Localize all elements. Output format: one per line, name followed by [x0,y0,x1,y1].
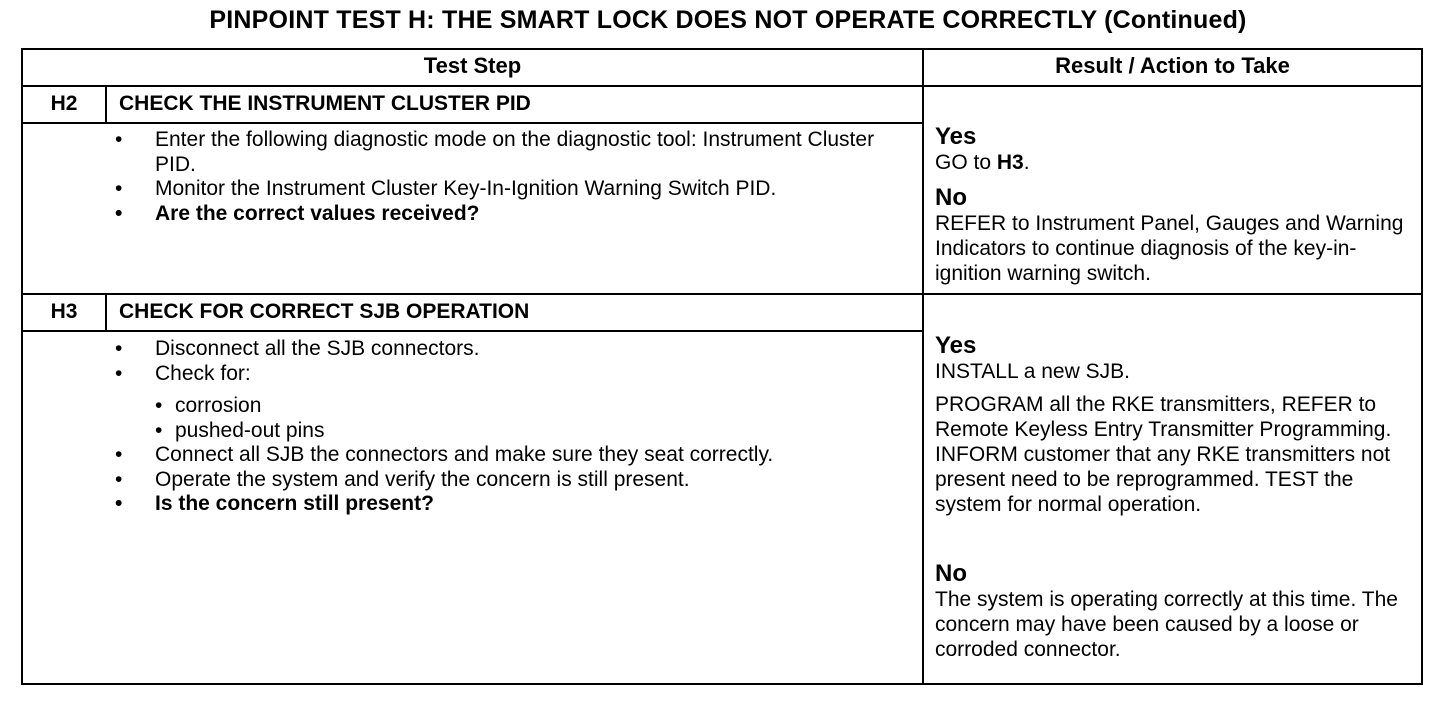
h3-id-divider [105,295,107,332]
h2-step-title: CHECK THE INSTRUMENT CLUSTER PID [119,92,531,115]
h3-bullet-1: • Disconnect all the SJB connectors. [115,337,875,362]
h3-yes-label: Yes [935,332,977,359]
h3-sub-bullet-1: • corrosion [155,394,875,419]
h2-bullet-1: • Enter the following diagnostic mode on the diagnostic tool: Instrument Cluster PID. [115,128,875,177]
column-divider [922,50,924,683]
h2-yes-link: H3 [996,151,1024,174]
pinpoint-test-table [21,48,1423,685]
page-title: PINPOINT TEST H: THE SMART LOCK DOES NOT OPERATE CORRECTLY (Continued) [209,6,1247,34]
h2-h3-divider [23,293,1421,295]
h3-steps [115,337,875,517]
h2-id-divider [105,87,107,123]
h3-no-action: The system is operating correctly at this time. The concern may have been caused by a loose or corroded connector. [935,588,1398,661]
h2-yes-suffix: . [1023,151,1030,174]
h2-yes-action [935,150,1415,175]
h2-bullet-3: • Are the correct values received? [115,202,875,227]
h2-steps [115,128,875,226]
h2-title-divider [23,122,922,124]
h3-step-id: H3 [50,300,78,323]
header-test-step: Test Step [423,53,522,78]
header-result-action: Result / Action to Take [1055,53,1290,78]
h3-results [935,333,1417,662]
h3-bullet-2: • Check for: [115,362,875,387]
h3-sub-bullet-2: • pushed-out pins [155,419,875,444]
h3-bullet-5: • Is the concern still present? [115,492,875,517]
h3-yes-action-1: INSTALL a new SJB. [935,360,1130,383]
header-divider [23,85,1421,87]
h3-bullet-4: • Operate the system and verify the concern is still present. [115,468,875,493]
h3-yes-action-2: PROGRAM all the RKE transmitters, REFER to Remote Keyless Entry Transmitter Programming. INFORM customer that any RKE transmitters not present need to be reprogrammed. TEST the system for normal operation. [935,393,1392,516]
h3-step-title: CHECK FOR CORRECT SJB OPERATION [119,300,530,323]
h3-no-label: No [935,560,967,587]
h2-bullet-2: • Monitor the Instrument Cluster Key-In-Ignition Warning Switch PID. [115,177,875,202]
h3-bullet-3: • Connect all SJB the connectors and make sure they seat correctly. [115,443,875,468]
h2-no-action: REFER to Instrument Panel, Gauges and Warning Indicators to continue diagnosis of the key-in-ignition warning switch. [935,212,1404,285]
h2-yes-label: Yes [935,123,977,150]
h2-results [935,124,1415,286]
h2-step-id: H2 [50,92,78,115]
h3-title-divider [23,330,922,332]
h2-yes-prefix: GO to [935,151,997,174]
h2-no-label: No [935,184,967,211]
